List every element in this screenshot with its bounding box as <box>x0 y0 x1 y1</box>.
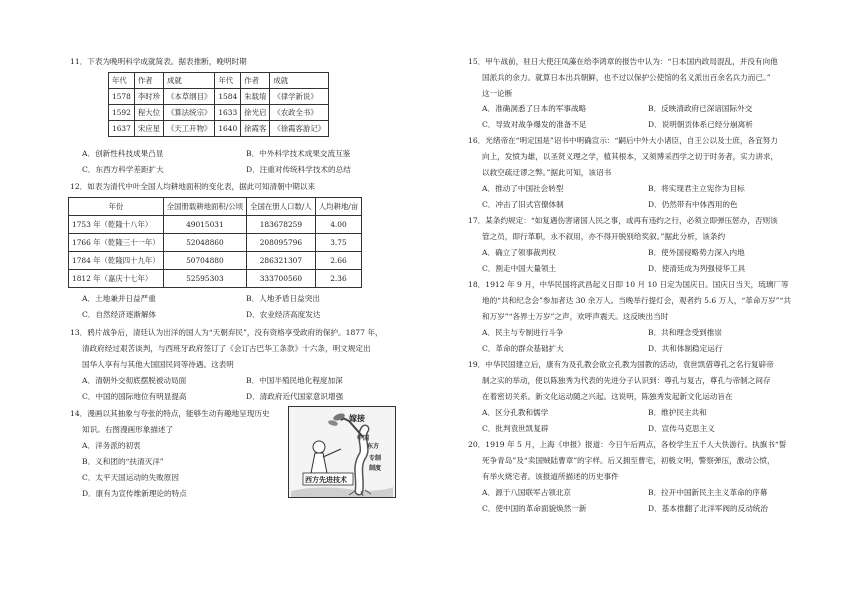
table-cell: 49015031 <box>163 216 246 234</box>
q15-option-b: B．反映清政府已深谙国际外交 <box>648 104 753 113</box>
q19-option-b: B．维护民主共和 <box>648 408 707 417</box>
q11-option-d: D．注重对传统科学技术的总结 <box>246 165 351 174</box>
table-header: 年份 <box>69 198 164 216</box>
table-cell: 李时珍 <box>134 89 163 105</box>
q17-stem-line2: 管之员，即行革职，永不叙用，亦不得开脱别给奖叙。”据此分析，该条约 <box>482 232 726 241</box>
q12-table <box>68 197 362 288</box>
q19-option-d: D．宣传马克思主义 <box>648 424 715 433</box>
table-cell: 208095796 <box>247 234 316 252</box>
q14-option-a: A．洋务派的初衷 <box>82 441 141 450</box>
table-cell: 1640 <box>215 121 241 137</box>
table-cell: 1633 <box>215 105 241 121</box>
q12-option-b: B．人地矛盾日益突出 <box>246 294 320 303</box>
q12-stem: 12．如表为清代中叶全国人均耕地面积的变化表，据此可知清朝中期以来 <box>70 182 316 191</box>
table-cell: 2.36 <box>315 270 361 288</box>
q18-option-b: B．共和理念受到推崇 <box>648 328 722 337</box>
table-cell: 《算法统宗》 <box>164 105 215 121</box>
cartoon-label-dongfang: 东方 <box>367 443 380 450</box>
q11-stem: 11．下表为晚明科学成就简表。据表推断，晚明时期 <box>70 57 247 66</box>
table-cell: 宋应星 <box>134 121 163 137</box>
table-header: 全国在册人口数/人 <box>247 198 316 216</box>
q17-option-d: D．使清廷成为列强侵华工具 <box>648 264 746 273</box>
q15-stem-line3: 这一论断 <box>482 89 513 98</box>
q19-stem-line1: 19．中华民国建立后，康有为及孔教会欲立孔教为国教的活动，袁世凯借尊孔之名行复辟帝 <box>468 360 774 369</box>
q14-stem-line1: 14．漫画以其抽象与夸张的特点，能够生动有趣地呈现历史 <box>70 409 270 418</box>
q19-option-c: C．批判袁世凯复辟 <box>482 424 549 433</box>
q16-stem-line3: 以救空疏迂谬之弊。”据此可知，该诏书 <box>482 168 612 177</box>
q15-option-a: A．准确洞悉了日本的军事战略 <box>482 104 587 113</box>
cartoon-label-zhidu: 制度 <box>369 465 382 472</box>
table-cell: 1637 <box>109 121 135 137</box>
q11-option-a: A．创新性科技成果凸显 <box>82 149 164 158</box>
table-header: 年代 <box>109 73 135 89</box>
table-cell: 1784 年（乾隆四十九年） <box>69 252 164 270</box>
q18-option-a: A．民主与专制进行斗争 <box>482 328 564 337</box>
q20-option-b: B．拉开中国新民主主义革命的序幕 <box>648 488 768 497</box>
q20-stem-line2: 死争青岛”及“卖国贼陆曹章”的字样。后又拥至曹宅，初极文明，警察弹压，激动公愤， <box>482 456 775 465</box>
q16-option-b: B．将实现君主立宪作为目标 <box>648 184 745 193</box>
q14-cartoon <box>288 406 396 498</box>
table-cell: 《本草纲目》 <box>164 89 215 105</box>
table-header-row <box>69 198 362 216</box>
table-cell: 徐光启 <box>241 105 270 121</box>
table-cell: 1592 <box>109 105 135 121</box>
table-cell: 52595303 <box>163 270 246 288</box>
q17-option-a: A．确立了领事裁判权 <box>482 248 556 257</box>
table-cell: 《农政全书》 <box>270 105 329 121</box>
q13-stem-line2: 清政府经过艰苦谈判，与西班牙政府签订了《会订古巴华工条款》十六条，明文规定出 <box>82 344 371 353</box>
table-header: 作者 <box>241 73 270 89</box>
q20-stem-line1: 20．1919 年 5 月，上海《申报》报道：今日午后两点，各校学生五千人大佚游行。执旗书“誓 <box>468 440 787 449</box>
q13-option-a: A．清朝外交彻底摆脱被动局面 <box>82 376 187 385</box>
cartoon-label-xifang: 西方先进技术 <box>305 476 347 484</box>
table-cell: 333700560 <box>247 270 316 288</box>
q17-stem-line1: 17．某条约规定：“如复遇伤害诸国人民之事，或再有违约之行，必须立即弹压惩办，否则该 <box>468 216 778 225</box>
q19-option-a: A．区分孔教和儒学 <box>482 408 549 417</box>
table-row <box>69 252 362 270</box>
table-cell: 《律学新说》 <box>270 89 329 105</box>
q18-option-d: D．共和体制稳定运行 <box>648 344 723 353</box>
table-cell: 程大位 <box>134 105 163 121</box>
table-row <box>69 234 362 252</box>
table-cell: 1584 <box>215 89 241 105</box>
q18-option-c: C．革命的群众基础扩大 <box>482 344 564 353</box>
q19-stem-line3: 在着密切关系。新文化运动随之兴起。这说明，陈独秀发起新文化运动旨在 <box>482 392 733 401</box>
table-row <box>69 216 362 234</box>
q13-option-b: B．中国半殖民地化程度加深 <box>246 376 343 385</box>
table-cell: 4.00 <box>315 216 361 234</box>
q16-option-d: D．仍然带有中体西用的色 <box>648 200 738 209</box>
q11-option-b: B．中外科学技术成果交流互鉴 <box>246 149 351 158</box>
q14-stem-line2: 知识。右图漫画形象描述了 <box>82 425 174 434</box>
cartoon-label-zhongguo: 中国 <box>357 435 370 442</box>
table-cell: 徐霞客 <box>241 121 270 137</box>
table-cell: 1753 年（乾隆十八年） <box>69 216 164 234</box>
q12-option-a: A．土地兼并日益严重 <box>82 294 156 303</box>
table-cell: 52048860 <box>163 234 246 252</box>
q11-table <box>108 72 329 137</box>
table-header: 作者 <box>134 73 163 89</box>
q12-option-d: D．农业经济高度发达 <box>246 310 321 319</box>
table-cell: 1578 <box>109 89 135 105</box>
table-cell: 183678259 <box>247 216 316 234</box>
q15-stem-line2: 国派兵的余力。就算日本出兵朝鲜，也不过以保护公使馆的名义派出百余名兵力而已。” <box>482 73 771 82</box>
q13-stem-line3: 国华人享有与其他大国国民同等待遇。这表明 <box>82 360 234 369</box>
q16-option-c: C．冲击了旧式官僚体制 <box>482 200 564 209</box>
q17-option-c: C．割走中国大量领土 <box>482 264 557 273</box>
q16-stem-line2: 向上，发愤为雄，以圣贤义理之学，植其根本，又须博采西学之切于时务者，实力讲求， <box>482 152 779 161</box>
table-cell: 2.66 <box>315 252 361 270</box>
table-row <box>109 89 329 105</box>
q15-stem-line1: 15．甲午战前，驻日大使汪凤藻在给李鸿章的报告中认为：“日本国内政局混乱，并没有向他 <box>468 57 778 66</box>
table-cell: 朱载堉 <box>241 89 270 105</box>
q13-option-d: D．清政府近代国家意识增强 <box>246 392 344 401</box>
q15-option-d: D．说明朝贡体系已经分崩离析 <box>648 120 753 129</box>
q18-stem-line2: 地的“共和纪念会”参加者达 30 余万人。当晚举行提灯会，观者约 5.6 万人，“革命万岁”“共 <box>482 296 791 305</box>
table-cell: 1766 年（乾隆三十一年） <box>69 234 164 252</box>
cartoon-label-zhuanzhi: 专制 <box>369 455 382 462</box>
table-header: 年代 <box>215 73 241 89</box>
table-row <box>109 105 329 121</box>
table-cell: 《徐霞客游记》 <box>270 121 329 137</box>
q14-option-c: C．太平天国运动的失败原因 <box>82 473 179 482</box>
table-header: 成就 <box>270 73 329 89</box>
q16-option-a: A．推动了中国社会转型 <box>482 184 564 193</box>
q15-option-c: C．导致对战争爆发的准备不足 <box>482 120 587 129</box>
table-header-row <box>109 73 329 89</box>
q16-stem-line1: 16．光绪帝在“明定国是”诏书中明确宣示：“嗣后中外大小诸臣，自王公以及士庶，各宜努力 <box>468 136 778 145</box>
q14-option-d: D．康有为宣传维新理论的特点 <box>82 489 187 498</box>
q13-option-c: C．中国的国际地位有明显提高 <box>82 392 187 401</box>
table-header: 全国册载耕地面积/公顷 <box>163 198 246 216</box>
q14-option-b: B．义和团的“扶清灭洋” <box>82 457 164 466</box>
q20-stem-line3: 有举火烧宅者。该报道所描述的历史事件 <box>482 472 619 481</box>
table-cell: 3.75 <box>315 234 361 252</box>
q20-option-a: A．源于八国联军占领北京 <box>482 488 572 497</box>
q20-option-c: C．使中国的革命面貌焕然一新 <box>482 504 587 513</box>
q12-option-c: C．自然经济逐渐解体 <box>82 310 157 319</box>
q13-stem-line1: 13．鸦片战争后，清廷认为出洋的国人为“天朝弃民”，没有资格享受政府的保护。1877 年， <box>70 328 383 337</box>
cartoon-label-jiajie: 嫁接 <box>349 414 365 423</box>
q11-option-c: C．东西方科学差距扩大 <box>82 165 164 174</box>
table-row <box>69 270 362 288</box>
q18-stem-line1: 18．1912 年 9 月，中华民国将武昌起义日即 10 月 10 日定为国庆日。国庆日当天，琉璃厂等 <box>468 280 789 289</box>
q19-stem-line2: 制之实的举动，使以陈独秀为代表的先进分子认识到：尊孔与复古，尊孔与帝制之间存 <box>482 376 771 385</box>
table-header: 人均耕地/亩 <box>315 198 361 216</box>
table-cell: 《天工开物》 <box>164 121 215 137</box>
q20-option-d: D．基本推翻了北洋军阀的反动统治 <box>648 504 768 513</box>
table-header: 成就 <box>164 73 215 89</box>
table-cell: 1812 年（嘉庆十七年） <box>69 270 164 288</box>
q17-option-b: B．使外国侵略势力深入内地 <box>648 248 745 257</box>
table-cell: 286321307 <box>247 252 316 270</box>
table-row <box>109 121 329 137</box>
q18-stem-line3: 和万岁”“各界士万岁”之声，欢呼声震天。这反映出当时 <box>482 312 669 321</box>
table-cell: 50704880 <box>163 252 246 270</box>
